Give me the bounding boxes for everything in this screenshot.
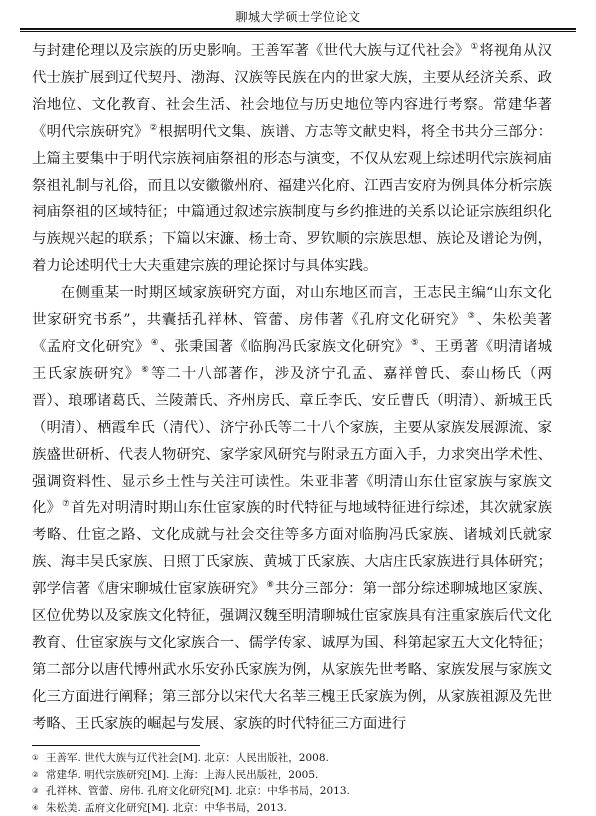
footnote-mark: ④: [32, 800, 46, 816]
header-rule-thick: [20, 28, 576, 30]
text-run: 、朱松美著《孟府文化研究》: [32, 312, 552, 355]
footnote-mark: ③: [32, 783, 46, 800]
text-run: 、张秉国著《临朐冯氏家族文化研究》: [160, 339, 410, 355]
footnote-mark: ②: [32, 767, 46, 784]
text-run: 在侧重某一时期区域家族研究方面，对山东地区而言，王志民主编“山东文化世家研究书系”，共囊括孔祥林、管蕾、房伟著《孔府文化研究》: [32, 285, 552, 328]
footnote-text: 朱松美. 孟府文化研究[M]. 北京：中华书局，2013.: [46, 800, 287, 816]
footnote-ref-4[interactable]: ④: [151, 338, 159, 348]
footnote-ref-7[interactable]: ⑦: [62, 499, 70, 509]
running-header: 聊城大学硕士学位论文: [0, 8, 596, 25]
text-run: 等二十八部著作，涉及济宁孔孟、嘉祥曾氏、泰山杨氏（两晋）、琅琊诸葛氏、兰陵萧氏、齐州房氏、章丘李氏、安丘曹氏（明清）、新城王氏（明清）、栖霞牟氏（清代）、济宁孙氏等二十八个家族，主要从家族发展源流、家族盛世研析、代表人物研究、家学家风研究与附录五方面入手，力求突出学术性、强调资料性、显示乡土性与关注可读性。朱亚非著《明清山东仕宦家族与家族文化》: [32, 366, 552, 517]
header-rule-thin: [20, 31, 576, 32]
paragraph-1: [32, 38, 552, 280]
footnote-item: [32, 783, 572, 800]
text-run: 与封建伦理以及宗族的历史影响。王善军著《世代大族与辽代社会》: [32, 43, 469, 59]
text-run: 、王勇著《明清诸城王氏家族研究》: [32, 339, 552, 382]
footnote-ref-5[interactable]: ⑤: [411, 338, 419, 348]
paragraph-2: [32, 280, 552, 737]
text-run: 共分三部分：第一部分综述聊城地区家族、区位优势以及家族文化特征，强调汉魏至明清聊城仕宦家族具有注重家族后代文化教育、仕宦家族与文化家族合一、儒学传家、诚厚为国、科第起家五大文化特征；第二部分以唐代博州武水乐安孙氏家族为例，从家族先世考略、家族发展与家族文化三方面进行阐释；第三部分以宋代大名莘三槐王氏家族为例，从家族祖源及先世考略、王氏家族的崛起与发展、家族的时代特征三方面进行: [32, 581, 552, 732]
text-run: 将视角从汉代士族扩展到辽代契丹、渤海、汉族等民族在内的世家大族，主要从经济关系、政治地位、文化教育、社会生活、社会地位与历史地位等内容进行考察。常建华著《明代宗族研究》: [32, 43, 552, 140]
footnote-item: [32, 767, 572, 784]
footnote-ref-3[interactable]: ③: [467, 311, 475, 321]
footnote-mark: ①: [32, 750, 46, 767]
footnote-separator: [32, 745, 200, 746]
text-run: 根据明代文集、族谱、方志等文献史料，将全书共分三部分：上篇主要集中于明代宗族祠庙祭祖的形态与演变，不仅从宏观上综述明代宗族祠庙祭祖礼制与礼俗，而且以安徽徽州府、福建兴化府、江西吉安府为例具体分析宗族祠庙祭祖的区域特征；中篇通过叙述宗族制度与乡约推进的关系以论证宗族组织化与族规兴起的联系；下篇以宋濂、杨士奇、罗钦顺的宗族思想、族论及谱论为例，着力论述明代士大夫重建宗族的理论探讨与具体实践。: [32, 124, 552, 275]
footnote-text: 王善军. 世代大族与辽代社会[M]. 北京：人民出版社，2008.: [46, 750, 329, 767]
footnote-ref-8[interactable]: ⑧: [266, 580, 274, 590]
footnotes: [32, 750, 572, 816]
footnote-text: 孔祥林、管蕾、房伟. 孔府文化研究[M]. 北京：中华书局，2013.: [46, 783, 350, 800]
footnote-ref-6[interactable]: ⑥: [141, 365, 150, 375]
footnote-item: [32, 750, 572, 767]
footnote-text: 常建华. 明代宗族研究[M]. 上海：上海人民出版社，2005.: [46, 767, 318, 784]
footnote-ref-1[interactable]: ①: [470, 42, 478, 52]
text-run: 首先对明清时期山东仕宦家族的时代特征与地域特征进行综述，其次就家族考略、仕宦之路、文化成就与社会交往等多方面对临朐冯氏家族、诸城刘氏就家族、海丰吴氏家族、日照丁氏家族、黄城丁氏家族、大店庄氏家族进行具体研究；郭学信著《唐宋聊城仕宦家族研究》: [32, 500, 552, 597]
footnote-ref-2[interactable]: ②: [150, 123, 158, 133]
body-text: [32, 38, 552, 738]
